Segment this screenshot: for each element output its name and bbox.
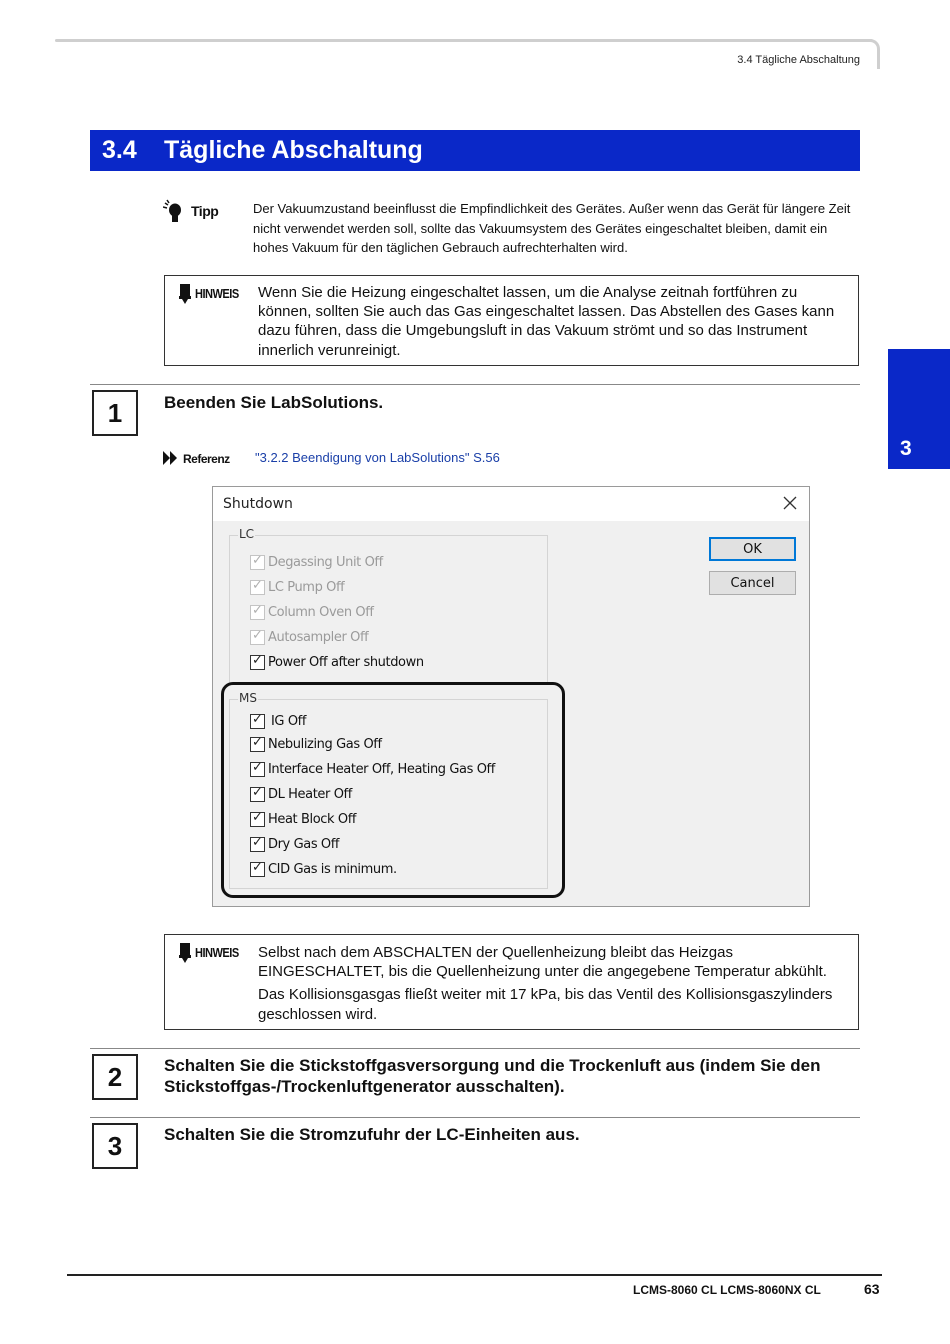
checkbox-label: DL Heater Off	[268, 786, 352, 802]
reference-label: Referenz	[183, 452, 230, 466]
autosampler-checkbox	[250, 628, 368, 646]
step-divider	[90, 1048, 860, 1049]
checkbox-label: Degassing Unit Off	[268, 554, 383, 570]
lightbulb-icon	[163, 199, 183, 225]
checkbox-label: Power Off after shutdown	[268, 654, 424, 670]
running-head: 3.4 Tägliche Abschaltung	[737, 54, 860, 66]
tip-label: Tipp	[191, 203, 219, 219]
tip-text: Der Vakuumzustand beeinflusst die Empfindlichkeit des Gerätes. Außer wenn das Gerät für längere Zeit nicht verwendet werden soll, sollte das Vakuumsystem des Gerätes eingeschaltet bleiben, damit ein hohes Vakuum für den täglichen Gebrauch aufrechterhalten wird.	[253, 201, 851, 255]
lc-group-label: LC	[239, 527, 255, 541]
section-number: 3.4	[102, 136, 137, 164]
step-text: Schalten Sie die Stromzufuhr der LC-Einheiten aus.	[164, 1125, 580, 1144]
step-number: 3	[92, 1123, 138, 1169]
dialog-title: Shutdown	[223, 496, 293, 512]
lc-group	[229, 527, 548, 685]
footer-rule	[67, 1274, 882, 1276]
page-number: 63	[864, 1281, 880, 1297]
dialog-titlebar	[213, 487, 809, 521]
ok-button[interactable]: OK	[709, 537, 796, 561]
checkbox-box	[250, 605, 265, 620]
top-rule	[55, 39, 873, 42]
note-text: Wenn Sie die Heizung eingeschaltet lassen, um die Analyse zeitnah fortführen zu können, sollten Sie auch das Gas eingeschaltet lassen. Das Abstellen des Gases kann dazu führen, dass die Umgebungsluft in das Vakuum strömt und so das Instrument innerlich verunreinigt.	[258, 284, 835, 359]
hand-pointer-icon	[179, 943, 191, 963]
note-paragraph: Das Kollisionsgasgas fließt weiter mit 17 kPa, bis das Ventil des Kollisionsgaszylinders geschlossen wird.	[258, 986, 833, 1023]
checkbox-label: IG Off	[271, 713, 307, 729]
section-title: Tägliche Abschaltung	[164, 136, 423, 164]
top-corner	[860, 39, 880, 69]
checkbox-box	[250, 630, 265, 645]
hand-pointer-icon	[179, 284, 191, 304]
note-box	[164, 275, 859, 366]
checkbox-box[interactable]	[250, 655, 265, 670]
section-heading	[90, 130, 860, 171]
power-off-checkbox[interactable]	[250, 653, 424, 671]
checkbox-label: Column Oven Off	[268, 604, 374, 620]
checkbox-label: CID Gas is minimum.	[268, 861, 397, 877]
lc-pump-checkbox	[250, 578, 344, 596]
ms-highlight-frame	[221, 682, 565, 898]
note-label: HINWEIS	[195, 945, 239, 960]
note-label: HINWEIS	[195, 286, 239, 301]
degassing-unit-checkbox	[250, 553, 383, 571]
footer-product: LCMS-8060 CL LCMS-8060NX CL	[633, 1283, 821, 1297]
step-text: Beenden Sie LabSolutions.	[164, 393, 384, 412]
checkbox-label: Nebulizing Gas Off	[268, 736, 382, 752]
checkbox-box	[250, 555, 265, 570]
shutdown-dialog	[212, 486, 810, 907]
cancel-button[interactable]: Cancel	[709, 571, 796, 595]
reference-link[interactable]: "3.2.2 Beendigung von LabSolutions" S.56	[255, 450, 500, 465]
step-divider	[90, 1117, 860, 1118]
checkbox-label: Dry Gas Off	[268, 836, 340, 852]
step-text: Schalten Sie die Stickstoffgasversorgung und die Trockenluft aus (indem Sie den Stickstoffgas-/Trockenluftgenerator ausschalten).	[164, 1056, 821, 1096]
checkbox-label: Heat Block Off	[268, 811, 357, 827]
note-paragraph: Selbst nach dem ABSCHALTEN der Quellenheizung bleibt das Heizgas EINGESCHALTET, bis die Quellenheizung unter die angegebene Temperatur abkühlt.	[258, 944, 827, 981]
double-arrow-icon	[163, 451, 179, 465]
step-number: 2	[92, 1054, 138, 1100]
step-divider	[90, 384, 860, 385]
checkbox-box	[250, 580, 265, 595]
note-text	[258, 943, 854, 1024]
chapter-tab	[888, 349, 950, 469]
step-number: 1	[92, 390, 138, 436]
note-box	[164, 934, 859, 1030]
ms-group-label: MS	[239, 691, 257, 705]
checkbox-label: Autosampler Off	[268, 629, 369, 645]
close-icon[interactable]	[781, 493, 799, 513]
chapter-number: 3	[900, 437, 912, 460]
column-oven-checkbox	[250, 603, 374, 621]
checkbox-label: LC Pump Off	[268, 579, 345, 595]
checkbox-label: Interface Heater Off, Heating Gas Off	[268, 761, 495, 777]
